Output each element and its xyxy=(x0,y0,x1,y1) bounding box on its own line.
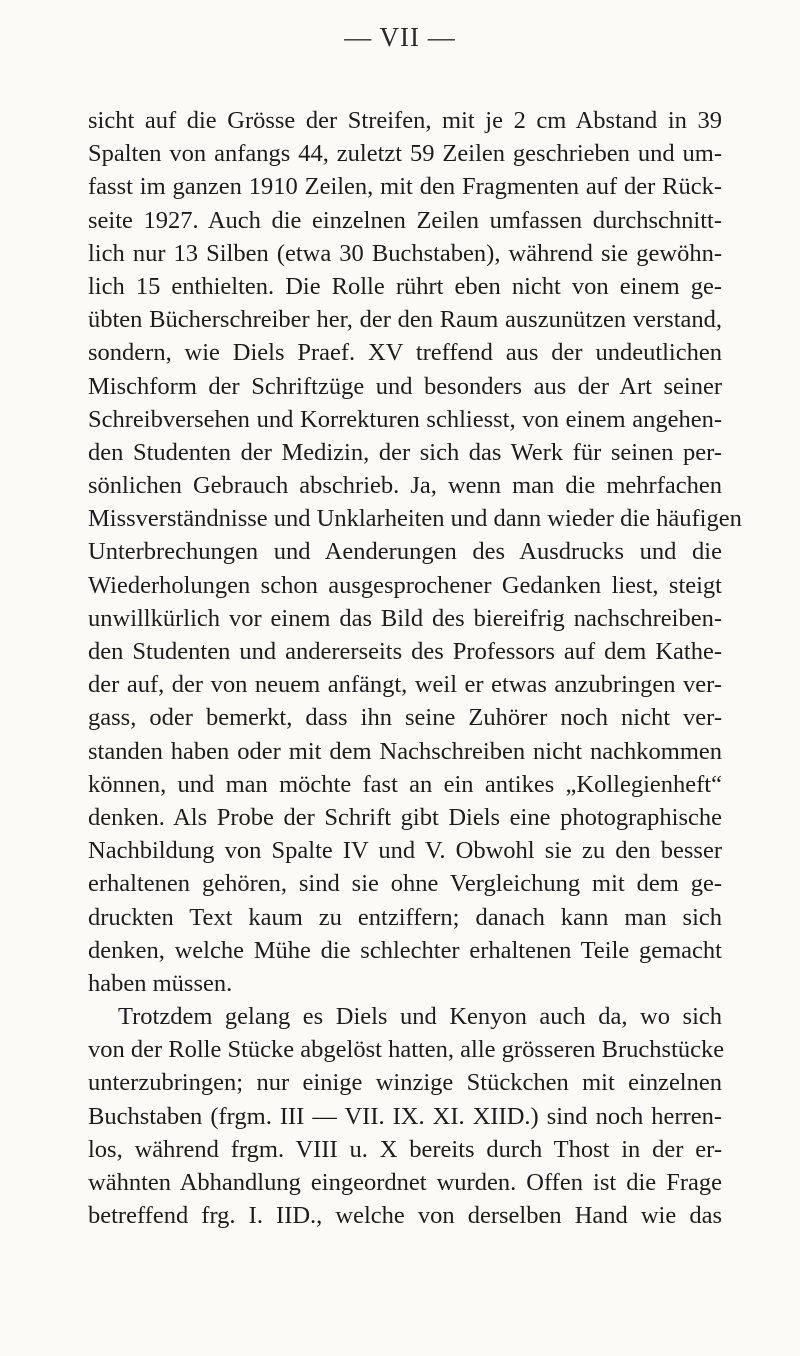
text-line: von der Rolle Stücke abgelöst hatten, alle grösseren Bruchstücke xyxy=(88,1036,725,1064)
text-line: Unterbrechungen und Aenderungen des Ausdrucks und die xyxy=(88,538,722,566)
text-line: standen haben oder mit dem Nachschreiben nicht nachkommen xyxy=(88,737,722,765)
page-header: — VII — xyxy=(344,22,456,52)
text-line: den Studenten und andererseits des Professors auf dem Kathe- xyxy=(88,638,722,665)
text-line: Trotzdem gelang es Diels und Kenyon auch da, wo sich xyxy=(118,1003,722,1031)
text-line: sicht auf die Grösse der Streifen, mit je 2 cm Abstand in 39 xyxy=(88,107,722,134)
text-line: Mischform der Schriftzüge und besonders aus der Art seiner xyxy=(88,372,722,400)
text-line: Spalten von anfangs 44, zuletzt 59 Zeilen geschrieben und um- xyxy=(88,140,722,168)
text-line: seite 1927. Auch die einzelnen Zeilen umfassen durchschnitt- xyxy=(88,206,722,234)
text-line: sondern, wie Diels Praef. XV treffend aus der undeutlichen xyxy=(88,339,722,367)
text-line: fasst im ganzen 1910 Zeilen, mit den Fragmenten auf der Rück- xyxy=(88,173,722,201)
text-line: können, und man möchte fast an ein antikes „Kollegienheft“ xyxy=(88,770,722,798)
text-line: denken. Als Probe der Schrift gibt Diels eine photographische xyxy=(88,803,722,831)
text-line: Wiederholungen schon ausgesprochener Gedanken liest, steigt xyxy=(88,571,722,599)
text-line: gass, oder bemerkt, dass ihn seine Zuhörer noch nicht ver- xyxy=(88,704,722,732)
body-text xyxy=(88,104,742,1232)
text-line: der auf, der von neuem anfängt, weil er etwas anzubringen ver- xyxy=(88,671,722,699)
text-line: Missverständnisse und Unklarheiten und dann wieder die häufigen xyxy=(88,505,742,533)
text-line: übten Bücherschreiber her, der den Raum auszunützen verstand, xyxy=(88,306,722,334)
text-line: betreffend frg. I. IID., welche von derselben Hand wie das xyxy=(88,1202,722,1230)
text-line: wähnten Abhandlung eingeordnet wurden. Offen ist die Frage xyxy=(88,1169,722,1196)
text-line: Buchstaben (frgm. III — VII. IX. XI. XIID.) sind noch herren- xyxy=(88,1102,722,1130)
paragraph xyxy=(88,1000,725,1232)
text-line: den Studenten der Medizin, der sich das Werk für seinen per- xyxy=(88,438,722,466)
text-line: unterzubringen; nur einige winzige Stückchen mit einzelnen xyxy=(88,1069,722,1097)
text-line: Schreibversehen und Korrekturen schliesst, von einem angehen- xyxy=(88,405,722,433)
text-line: lich nur 13 Silben (etwa 30 Buchstaben), während sie gewöhn- xyxy=(88,239,722,267)
text-line: los, während frgm. VIII u. X bereits durch Thost in der er- xyxy=(88,1135,722,1163)
text-line: haben müssen. xyxy=(88,969,233,997)
paragraph xyxy=(88,104,742,1000)
text-line: erhaltenen gehören, sind sie ohne Vergleichung mit dem ge- xyxy=(88,870,722,898)
text-line: lich 15 enthielten. Die Rolle rührt eben nicht von einem ge- xyxy=(88,272,722,300)
text-line: sönlichen Gebrauch abschrieb. Ja, wenn man die mehrfachen xyxy=(88,472,722,500)
text-line: unwillkürlich vor einem das Bild des biereifrig nachschreiben- xyxy=(88,604,722,632)
text-line: denken, welche Mühe die schlechter erhaltenen Teile gemacht xyxy=(88,936,722,964)
text-line: Nachbildung von Spalte IV und V. Obwohl sie zu den besser xyxy=(88,837,722,865)
text-line: druckten Text kaum zu entziffern; danach kann man sich xyxy=(88,903,722,931)
